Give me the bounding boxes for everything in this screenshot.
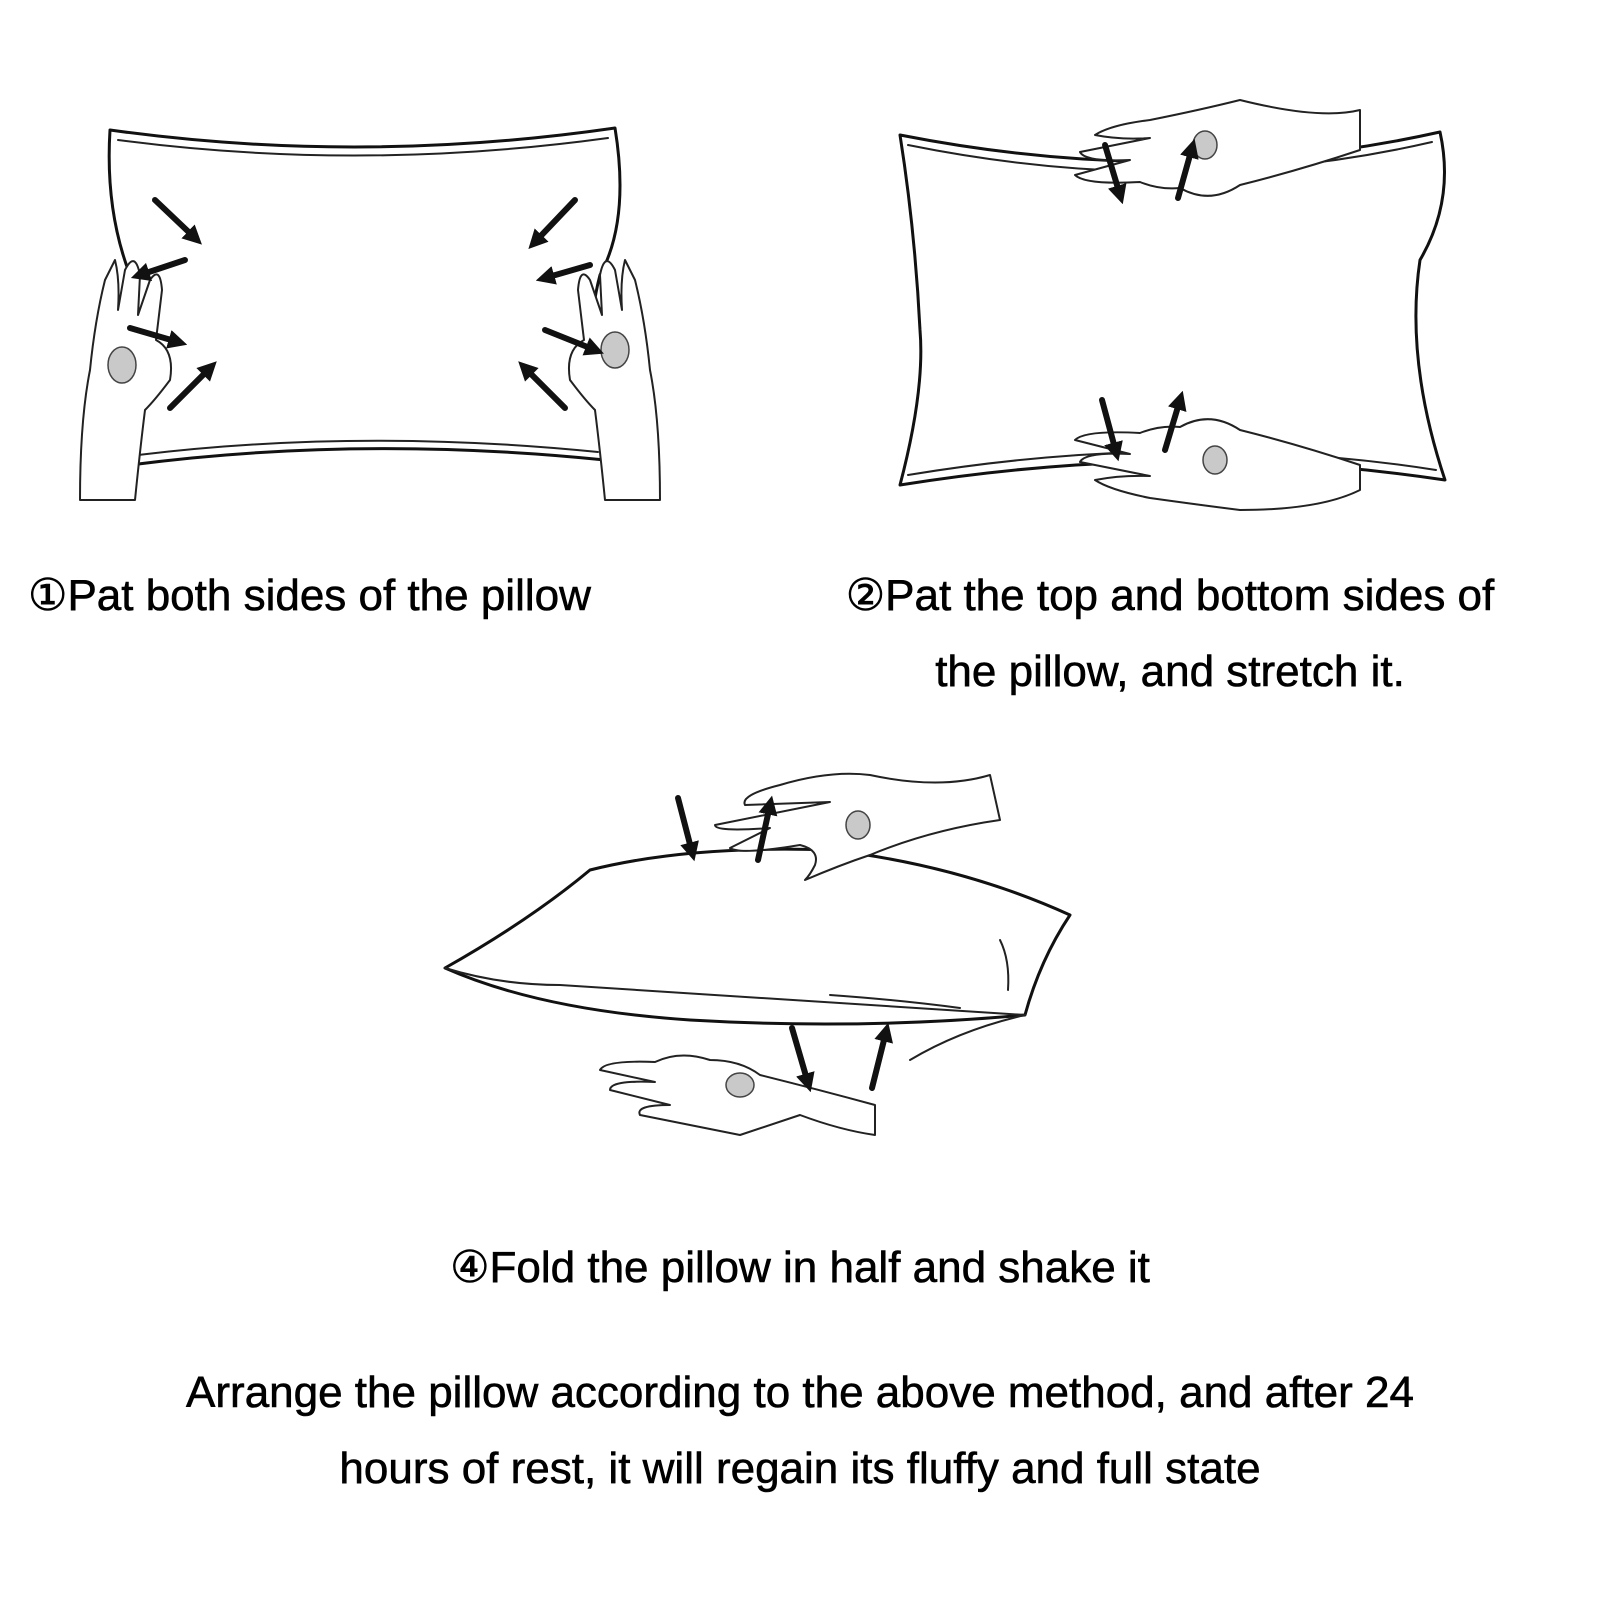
left-hand-icon bbox=[80, 260, 171, 500]
step-2-caption-line1: ②Pat the top and bottom sides of bbox=[845, 571, 1495, 620]
top-hand-icon bbox=[715, 774, 1000, 880]
arrow-icon bbox=[130, 200, 595, 408]
bottom-hand-icon bbox=[1075, 419, 1360, 510]
step-1-illustration bbox=[60, 110, 680, 520]
step-1-caption: ①Pat both sides of the pillow bbox=[28, 571, 591, 620]
bottom-hand-icon bbox=[600, 1055, 875, 1135]
step-4-caption: ④Fold the pillow in half and shake it bbox=[450, 1243, 1150, 1292]
step-2-illustration bbox=[880, 90, 1480, 520]
note-line1: Arrange the pillow according to the above method, and after 24 bbox=[186, 1368, 1414, 1417]
folded-pillow-icon bbox=[445, 849, 1070, 1060]
instruction-note bbox=[0, 1355, 1600, 1507]
note-line2: hours of rest, it will regain its fluffy and full state bbox=[339, 1444, 1261, 1493]
step-4-illustration bbox=[440, 770, 1100, 1170]
step-2-caption bbox=[770, 558, 1570, 710]
pillow-icon bbox=[109, 128, 620, 465]
right-hand-icon bbox=[569, 260, 660, 500]
arrow-icon bbox=[1102, 145, 1192, 452]
step-2-caption-line2: the pillow, and stretch it. bbox=[935, 647, 1405, 696]
